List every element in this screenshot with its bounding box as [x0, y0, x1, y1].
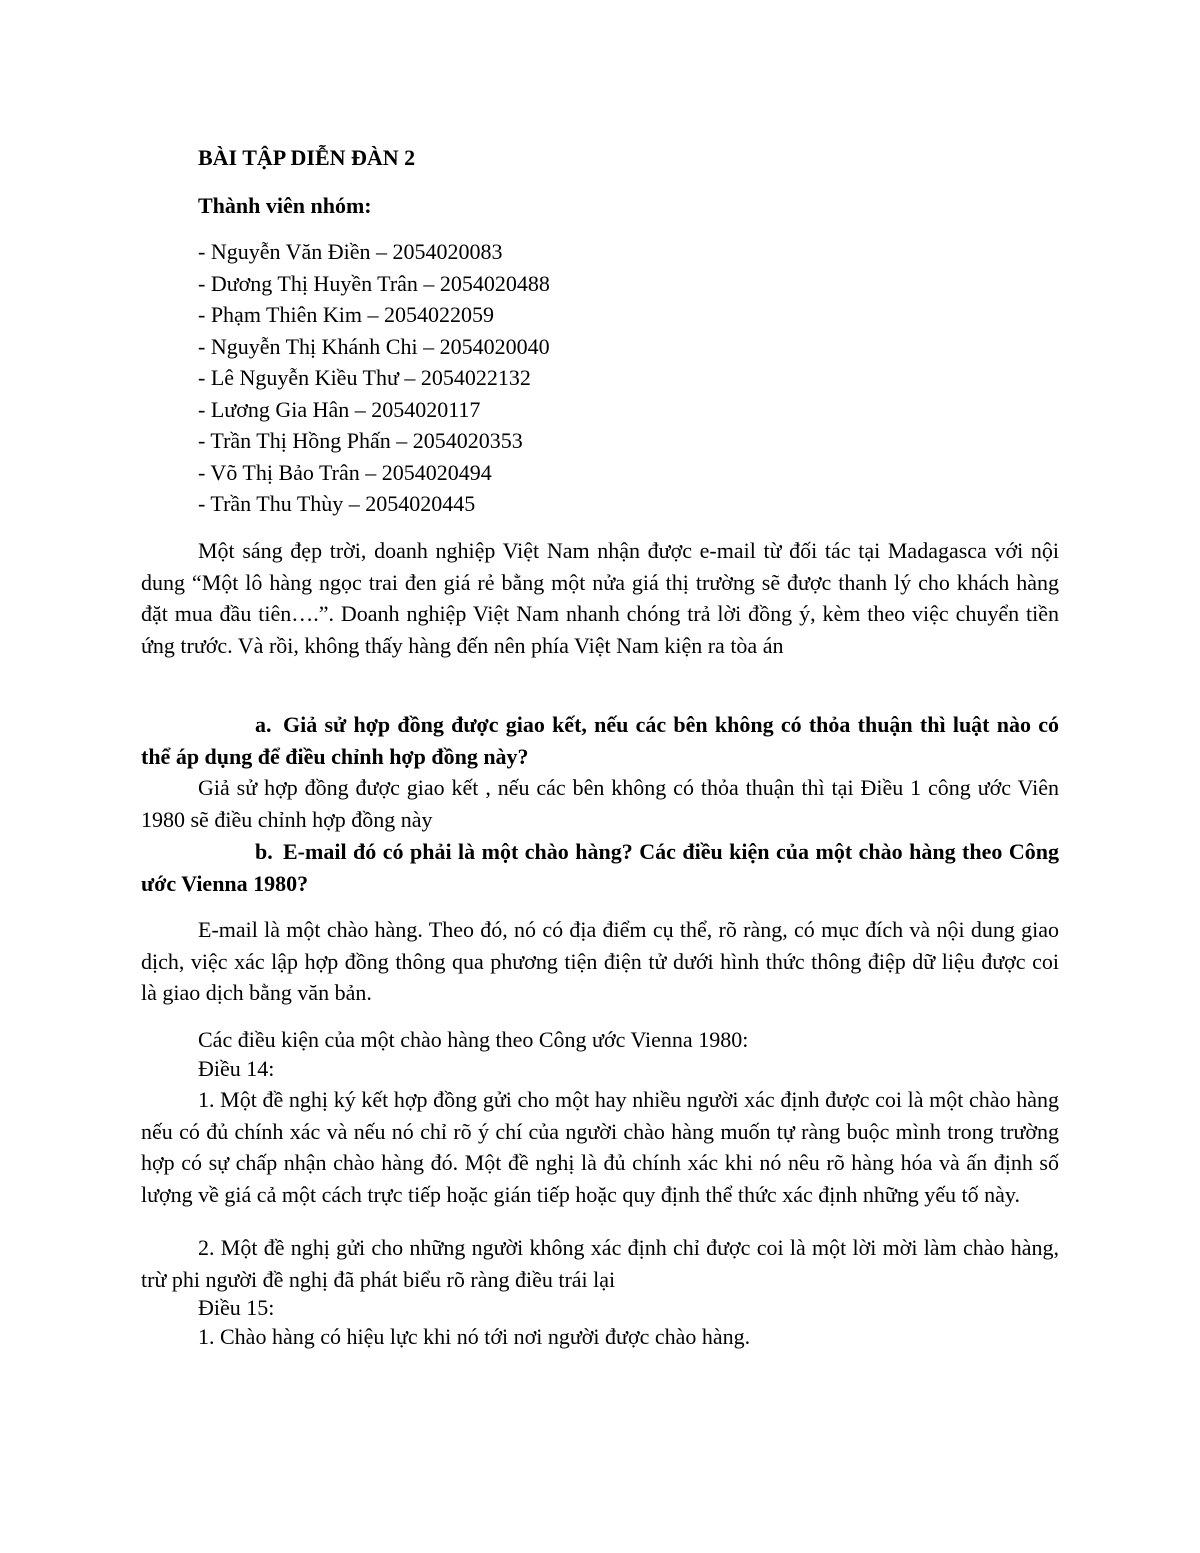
- member-item: - Dương Thị Huyền Trân – 2054020488: [198, 270, 550, 296]
- article-14-heading: Điều 14:: [198, 1056, 275, 1081]
- member-item: - Võ Thị Bảo Trân – 2054020494: [198, 459, 492, 485]
- member-item: - Lê Nguyễn Kiều Thư – 2054022132: [198, 365, 531, 390]
- question-b: [141, 836, 1059, 899]
- answer-b: E-mail là một chào hàng. Theo đó, nó có địa điểm cụ thể, rõ ràng, có mục đích và nội dung giao dịch, việc xác lập hợp đồng thông qua phương tiện điện tử dưới hình thức thông điệp dữ liệu được coi là giao dịch bằng văn bản.: [141, 917, 1059, 1005]
- article-14-paragraph-1: 1. Một đề nghị ký kết hợp đồng gửi cho một hay nhiều người xác định được coi là một chào hàng nếu có đủ chính xác và nếu nó chỉ rõ ý chí của người chào hàng muốn tự ràng buộc mình trong trường hợp có sự chấp nhận chào hàng đó. Một đề nghị là đủ chính xác khi nó nêu rõ hàng hóa và ấn định số lượng về giá cả một cách trực tiếp hoặc gián tiếp hoặc quy định thể thức xác định những yếu tố này.: [141, 1087, 1059, 1207]
- member-item: - Phạm Thiên Kim – 2054022059: [198, 302, 494, 327]
- member-item: - Nguyễn Văn Điền – 2054020083: [198, 239, 503, 264]
- answer-a: Giả sử hợp đồng được giao kết , nếu các bên không có thỏa thuận thì tại Điều 1 công ước Viên 1980 sẽ điều chỉnh hợp đồng này: [141, 775, 1059, 832]
- article-15-paragraph-1: 1. Chào hàng có hiệu lực khi nó tới nơi người được chào hàng.: [198, 1324, 751, 1349]
- article-14-paragraph-2: 2. Một đề nghị gửi cho những người không xác định chỉ được coi là một lời mời làm chào hàng, trừ phi người đề nghị đã phát biểu rõ ràng điều trái lại: [141, 1235, 1059, 1292]
- members-list: [198, 236, 550, 520]
- members-heading: Thành viên nhóm:: [198, 193, 372, 218]
- member-item: - Lương Gia Hân – 2054020117: [198, 396, 481, 422]
- document-title: BÀI TẬP DIỄN ĐÀN 2: [198, 145, 416, 170]
- question-b-text: E-mail đó có phải là một chào hàng? Các điều kiện của một chào hàng theo Công ước Vienna 1980?: [141, 839, 1059, 896]
- conditions-heading: Các điều kiện của một chào hàng theo Công ước Vienna 1980:: [198, 1027, 749, 1052]
- member-item: - Trần Thu Thùy – 2054020445: [198, 491, 476, 516]
- member-item: - Nguyễn Thị Khánh Chi – 2054020040: [198, 333, 550, 359]
- question-a-marker: a.: [255, 712, 272, 737]
- question-a: [141, 709, 1059, 772]
- article-15-heading: Điều 15:: [198, 1295, 275, 1320]
- intro-paragraph: Một sáng đẹp trời, doanh nghiệp Việt Nam nhận được e-mail từ đối tác tại Madagasca với nội dung “Một lô hàng ngọc trai đen giá rẻ bằng một nửa giá thị trường sẽ được thanh lý cho khách hàng đặt mua đầu tiên….”. Doanh nghiệp Việt Nam nhanh chóng trả lời đồng ý, kèm theo việc chuyển tiền ứng trước. Và rồi, không thấy hàng đến nên phía Việt Nam kiện ra tòa án: [141, 538, 1059, 658]
- question-a-text: Giả sử hợp đồng được giao kết, nếu các bên không có thỏa thuận thì luật nào có thể áp dụng để điều chỉnh hợp đồng này?: [141, 712, 1059, 769]
- member-item: - Trần Thị Hồng Phấn – 2054020353: [198, 428, 523, 453]
- question-b-marker: b.: [255, 839, 273, 864]
